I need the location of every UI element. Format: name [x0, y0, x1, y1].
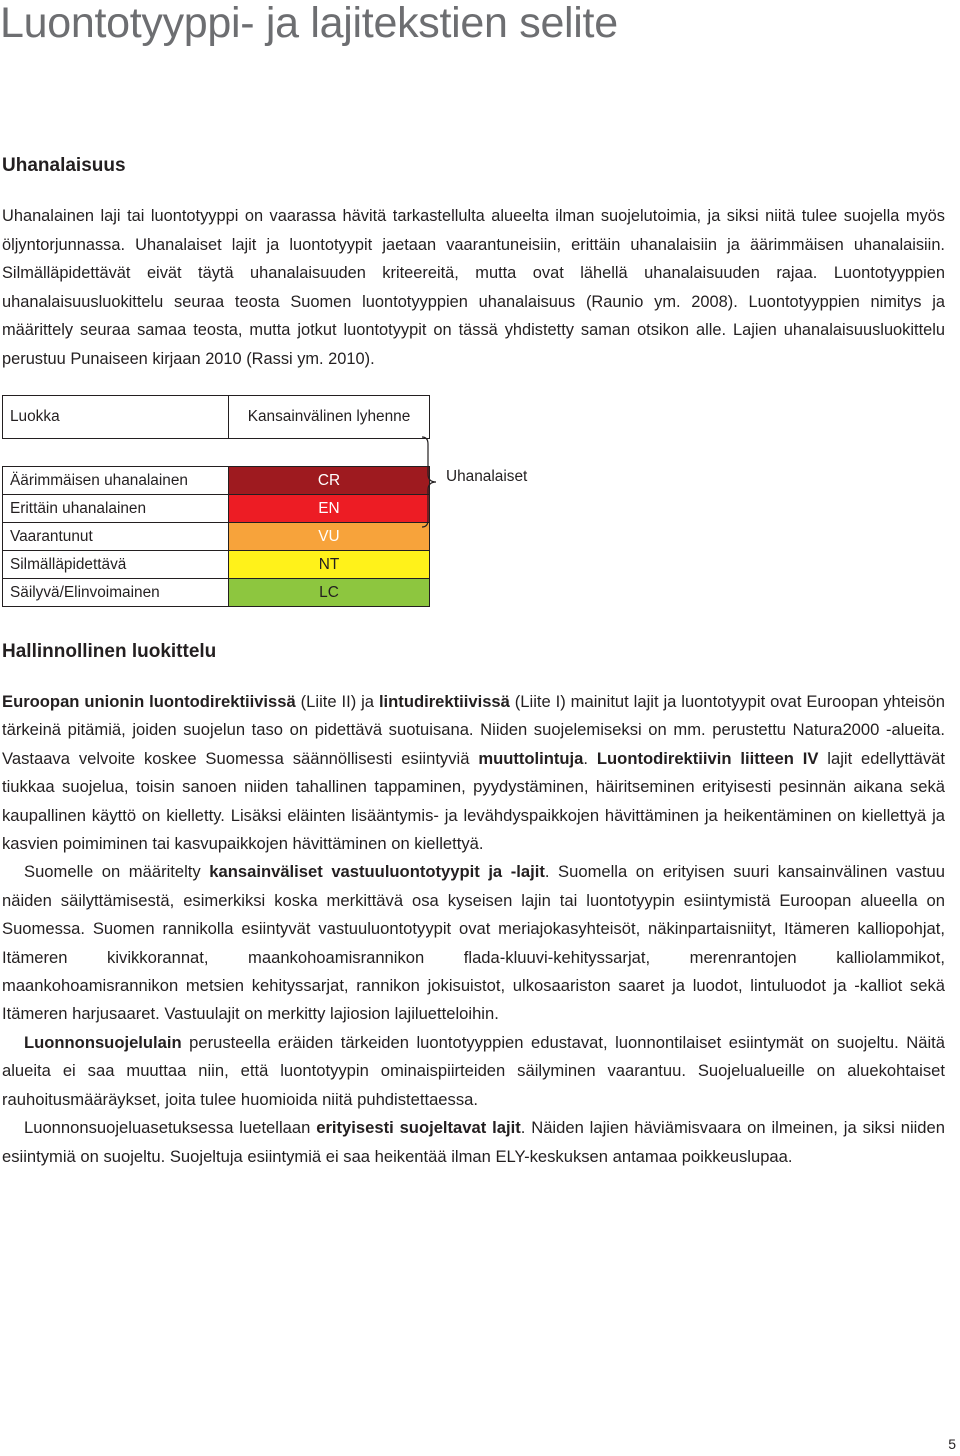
row-code: CR	[229, 467, 430, 495]
table-row	[3, 495, 430, 523]
text-span: .	[583, 748, 597, 768]
text-span: perusteella eräiden tärkeiden luontotyyppien edustavat, luonnontilaiset esiintymät on suojeltu. Näitä alueita ei saa muuttaa niin, että luontotyypin ominaispiirteiden säilyminen vaarantuu. Suojelualueille on aluekohtaiset rauhoitusmääräykset, joita tulee huomioida niitä puhdistettaessa.	[2, 1032, 945, 1109]
uhanalaisuus-paragraph: Uhanalainen laji tai luontotyyppi on vaarassa hävitä tarkastellulta alueelta ilman suojelutoimia, ja siksi niitä tulee suojella myös öljyntorjunnassa. Uhanalaiset lajit ja luontotyypit jaetaan vaarantuneisiin, erittäin uhanalaisiin ja äärimmäisen uhanalaisiin. Silmälläpidettävät eivät täytä uhanalaisuuden kriteereitä, mutta ovat lähellä uhanalaisuuden rajaa. Luontotyyppien uhanalaisuusluokittelu seuraa teosta Suomen luontotyyppien uhanalaisuus (Raunio ym. 2008). Luontotyyppien nimitys ja määrittely seuraa samaa teosta, mutta jotkut luontotyypit on tässä yhdistetty saman otsikon alle. Lajien uhanalaisuusluokittelu perustuu Punaiseen kirjaan 2010 (Rassi ym. 2010).	[2, 207, 945, 368]
table-row	[3, 467, 430, 495]
paragraph-eu-directives	[2, 688, 945, 858]
bold-term: Euroopan unionin luontodirektiivissä	[2, 692, 296, 711]
paragraph-nature-conservation-act	[2, 1029, 945, 1114]
row-code: LC	[229, 579, 430, 607]
bold-term: Luontodirektiivin liitteen IV	[596, 748, 819, 768]
bold-term: Luonnonsuojelulain	[24, 1032, 182, 1052]
paragraph-conservation-decree	[2, 1114, 945, 1171]
row-label: Vaarantunut	[3, 523, 229, 551]
curly-brace-icon	[420, 436, 444, 528]
table-spacer-row	[3, 439, 430, 467]
bold-term: erityisesti suojeltavat lajit	[316, 1118, 521, 1138]
table-header-row	[3, 396, 430, 439]
table-row	[3, 523, 430, 551]
text-span: (Liite II) ja	[295, 692, 379, 711]
row-label: Äärimmäisen uhanalainen	[3, 467, 229, 495]
page-title: Luontotyyppi- ja lajitekstien selite	[0, 0, 618, 47]
page-number: 5	[948, 1436, 956, 1452]
text-span: . Näiden lajien häviämisvaara on ilmeinen, ja siksi niiden esiintymiä on suojeltu. Suojeltuja esiintymiä ei saa heikentää ilman ELY-keskuksen antamaa poikkeuslupaa.	[2, 1118, 945, 1166]
text-span: . Suomella on erityisen suuri kansainvälinen vastuu näiden säilyttämisestä, esimerkiksi koska merkittävä osa kyseisen lajin tai luontotyypin esiintymistä Euroopan alueella on Suomessa. Suomen rannikolla esiintyvät vastuuluontotyypit ovat meriajokasyhteisöt, näkinpartaisniityt, Itämeren kalliopohjat, Itämeren kivikkorannat, maankohoamisrannikon flada-kluuvi-kehityssarjat, merenrantojen kalliolammikot, maankohoamisrannikon metsien kehityssarjat, rannikon jokisuistot, ulkosaariston saaret ja luodot, lintuluodot ja -kalliot sekä Itämeren harjusaaret. Vastuulajit on merkitty lajiosion lajiluetteloihin.	[2, 862, 945, 1024]
threat-class-table	[2, 395, 430, 607]
text-span: Suomelle on määritelty	[24, 862, 210, 882]
row-code: NT	[229, 551, 430, 579]
section-heading-uhanalaisuus: Uhanalaisuus	[2, 155, 126, 176]
bold-term: muuttolintuja	[478, 748, 584, 768]
row-label: Säilyvä/Elinvoimainen	[3, 579, 229, 607]
uhanalaiset-label: Uhanalaiset	[446, 468, 528, 485]
table-row	[3, 551, 430, 579]
paragraph-responsibility	[2, 858, 945, 1028]
row-code: EN	[229, 495, 430, 523]
table-row	[3, 579, 430, 607]
bold-term: lintudirektiivissä	[378, 692, 510, 711]
hallinnollinen-text	[2, 688, 945, 1171]
text-span: (Liite I) mainitut lajit ja luontotyypit ovat Euroopan yhteisön tärkeinä pitämiä, joiden suojelun taso on pidettävä suotuisana. Niiden suojelemiseksi on mm. perustettu Natura2000 -alueita. Vastaava velvoite koskee Suomessa säännöllisesti esiintyviä	[2, 692, 946, 768]
text-span: lajit edellyttävät tiukkaa suojelua, toisin sanoen niiden tahallinen tappaminen, pyydystäminen, häiritseminen erityisesti pesinnän aikana sekä kaupallinen käyttö on kielletty. Lisäksi eläinten lisääntymis- ja levähdyspaikkojen hävittäminen ja heikentäminen on kiellettyä ja kasvien poimiminen tai kasvupaikkojen hävittäminen on kiellettyä.	[2, 748, 945, 854]
row-label: Silmälläpidettävä	[3, 551, 229, 579]
text-span: Luonnonsuojeluasetuksessa luetellaan	[24, 1118, 317, 1138]
header-lyhenne: Kansainvälinen lyhenne	[229, 396, 430, 439]
section-heading-hallinnollinen: Hallinnollinen luokittelu	[2, 641, 217, 662]
bold-term: kansainväliset vastuuluontotyypit ja -lajit	[209, 862, 545, 882]
row-code: VU	[229, 523, 430, 551]
row-label: Erittäin uhanalainen	[3, 495, 229, 523]
header-luokka: Luokka	[3, 396, 229, 439]
